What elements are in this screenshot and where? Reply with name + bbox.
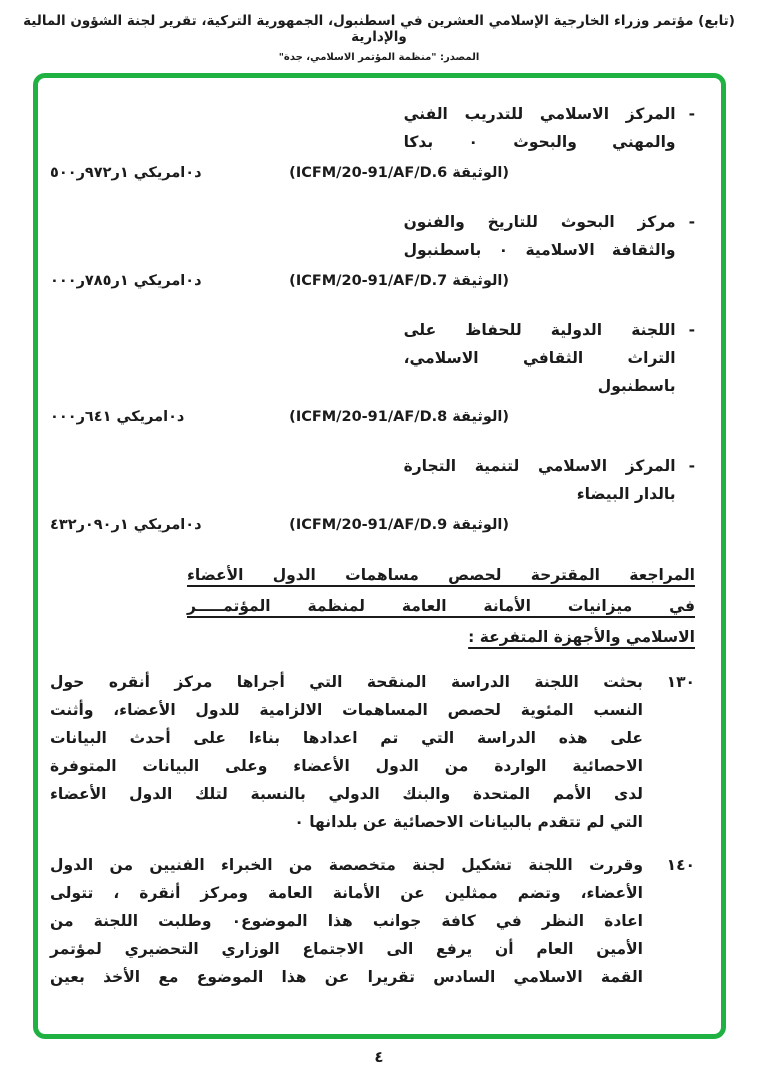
org-name-line: المركز الاسلامي للتدريب الفني	[403, 105, 676, 123]
paragraph-line: لدى الأمم المتحدة والبنك الدولي بالنسبة لتلك الدول الأعضاء	[50, 785, 643, 803]
paragraph-number: ١٣٠	[666, 673, 695, 691]
bullet-dash: -	[688, 213, 695, 231]
section-heading-line: المراجعة المقترحة لحصص مساهمات الدول الأعضاء	[187, 566, 695, 584]
amount-value: د٠امريكي ١ر٠٩٠ر٤٣٢	[50, 517, 202, 533]
header-caption: (تابع) مؤتمر وزراء الخارجية الإسلامي العشرين في اسطنبول، الجمهورية التركية، تقرير لجنة الشؤون المالية والإدارية	[23, 13, 735, 45]
document-reference-row	[50, 159, 695, 187]
org-name-block	[404, 100, 676, 156]
page-header	[0, 0, 758, 63]
section-heading-line: في ميزانيات الأمانة العامة لمنظمة المؤتمـــــر	[187, 597, 695, 615]
list-item	[50, 452, 695, 508]
document-reference: (الوثيقة ICFM/20-91/AF/D.6)	[289, 165, 509, 181]
paragraph-line: بحثت اللجنة الدراسة المنقحة التي أجراها مركز أنقره حول	[50, 673, 643, 691]
section-heading-line: الاسلامي والأجهزة المتفرعة :	[468, 628, 695, 646]
paragraph-body	[50, 668, 643, 836]
paragraph-number: ١٤٠	[666, 856, 695, 874]
paragraph-line: على هذه الدراسة التي تم اعدادها بناءا على أحدث البيانات	[50, 729, 643, 747]
paragraph-14	[50, 851, 695, 991]
org-name-line: مركز البحوث للتاريخ والفنون	[403, 213, 676, 231]
org-name-line: اللجنة الدولية للحفاظ على	[403, 321, 676, 339]
document-reference: (الوثيقة ICFM/20-91/AF/D.7)	[289, 273, 509, 289]
paragraph-line: القمة الاسلامي السادس تقريرا عن هذا الموضوع مع الأخذ بعين	[50, 968, 643, 986]
paragraph-line: النسب المئوية لحصص المساهمات الالزامية للدول الأعضاء، وأثنت	[50, 701, 643, 719]
org-name-line: بالدار البيضاء	[576, 485, 676, 503]
paragraph-line: اعادة النظر في كافة جوانب هذا الموضوع٠ وطلبت اللجنة من	[50, 912, 643, 930]
paragraph-line: وقررت اللجنة تشكيل لجنة متخصصة من الخبراء الفنيين من الدول	[50, 856, 643, 874]
document-reference: (الوثيقة ICFM/20-91/AF/D.8)	[289, 409, 509, 425]
document-reference-row	[50, 267, 695, 295]
document-frame	[33, 73, 726, 1039]
org-name-block	[404, 208, 676, 264]
list-item	[50, 100, 695, 156]
org-name-line: المركز الاسلامي لتنمية التجارة	[403, 457, 676, 475]
org-name-line: التراث الثقافي الاسلامي، باسطنبول	[403, 349, 676, 395]
paragraph-body	[50, 851, 643, 991]
bullet-dash: -	[688, 321, 695, 339]
org-name-line: والمهني والبحوث ٠ بدكا	[403, 133, 676, 151]
document-reference-row	[50, 511, 695, 539]
paragraph-line: الاحصائية الواردة من الدول الأعضاء وعلى البيانات المتوفرة	[50, 757, 643, 775]
document-reference-row	[50, 403, 695, 431]
document-reference: (الوثيقة ICFM/20-91/AF/D.9)	[289, 517, 509, 533]
paragraph-line: الأعضاء، وتضم ممثلين عن الأمانة العامة ومركز أنقرة ، تتولى	[50, 884, 643, 902]
page-number: ٤	[374, 1048, 384, 1066]
list-item	[50, 208, 695, 264]
bullet-dash: -	[688, 457, 695, 475]
paragraph-13	[50, 668, 695, 836]
bullet-dash: -	[688, 105, 695, 123]
amount-value: د٠امريكي ٦٤١ر٠٠٠	[50, 409, 185, 425]
amount-value: د٠امريكي ١ر٩٧٢ر٥٠٠	[50, 165, 202, 181]
org-name-line: والثقافة الاسلامية ٠ باسطنبول	[403, 241, 676, 259]
paragraph-line: التي لم تتقدم بالبيانات الاحصائية عن بلدانها ٠	[294, 813, 643, 831]
org-name-block	[404, 452, 676, 508]
section-heading	[187, 560, 695, 653]
org-name-block	[404, 316, 676, 400]
source-caption: المصدر: "منظمة المؤتمر الاسلامي، جدة"	[278, 52, 480, 63]
list-item	[50, 316, 695, 400]
amount-value: د٠امريكي ١ر٧٨٥ر٠٠٠	[50, 273, 202, 289]
paragraph-line: الأمين العام أن يرفع الى الاجتماع الوزاري التحضيري لمؤتمر	[50, 940, 643, 958]
